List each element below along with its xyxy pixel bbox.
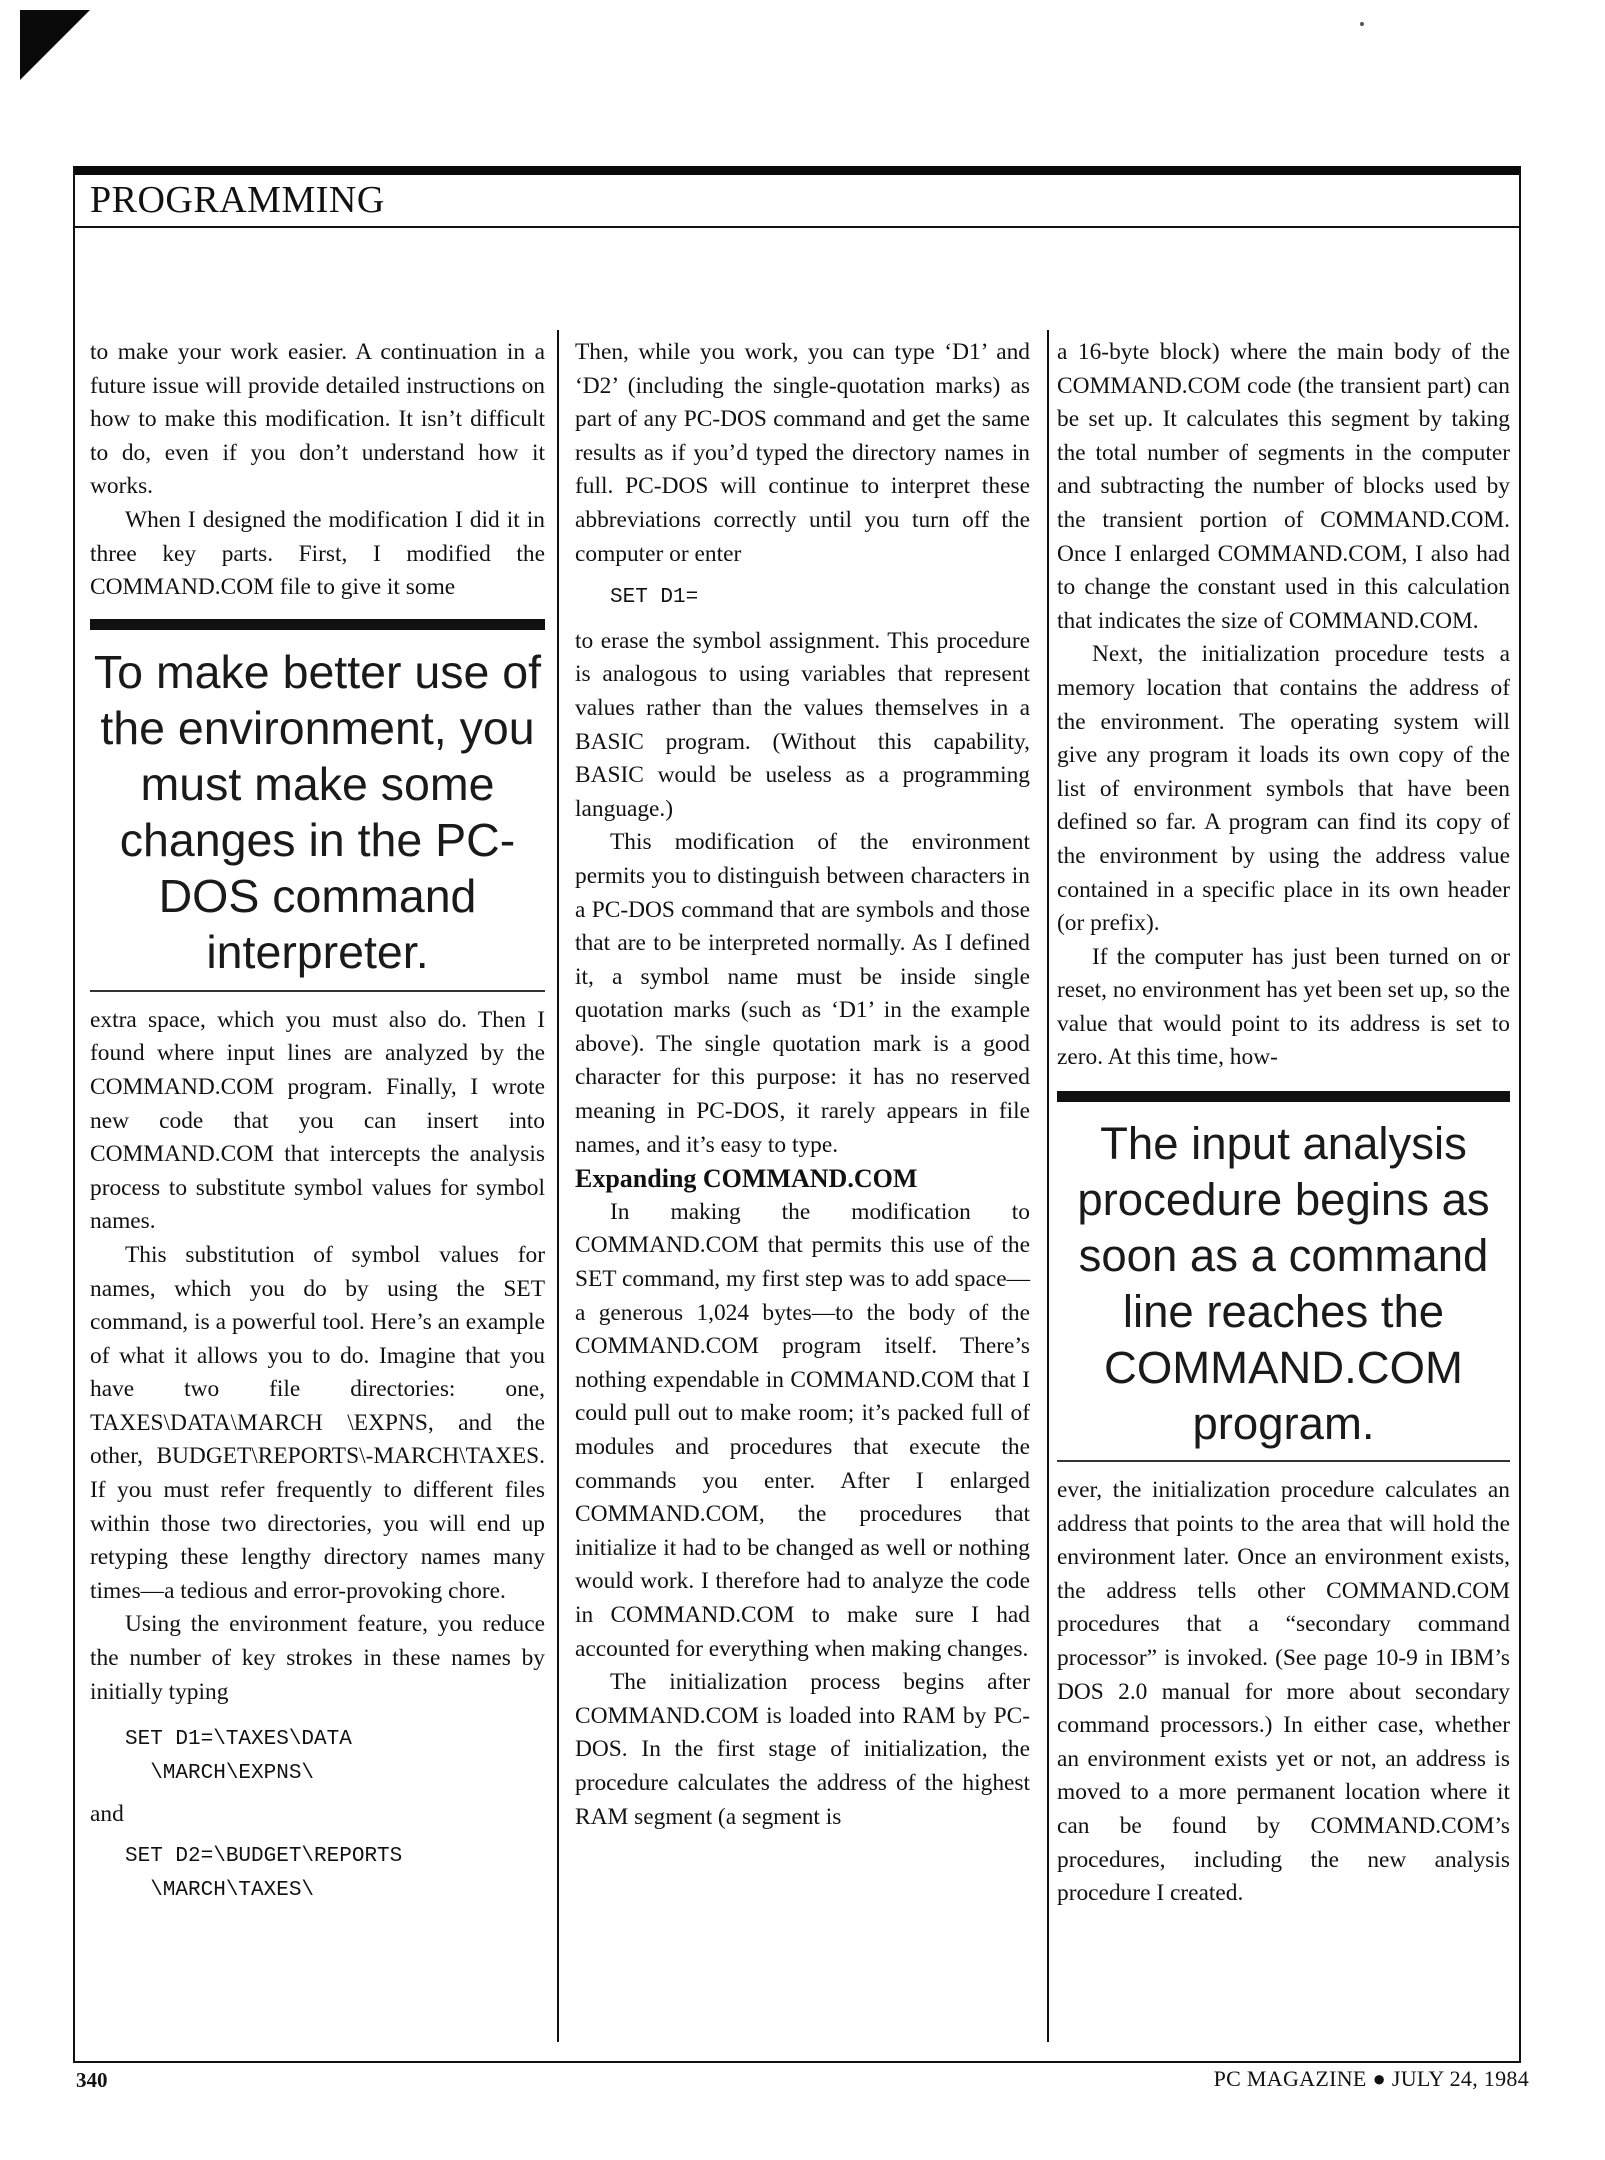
pull-quote (1057, 1091, 1510, 1462)
paragraph: to erase the symbol assignment. This procedure is analogous to using variables that represent values rather than the values themselves in a BASIC program. (Without this capability, BASIC would be useless as a programming language.) (575, 627, 1030, 822)
paragraph: a 16-byte block) where the main body of the COMMAND.COM code (the transient part) can be set up. It calculates this segment by taking the total number of segments in the computer and subtracting the number of blocks used by the transient portion of COMMAND.COM. Once I enlarged COMMAND.COM, I also had to change the constant used in this calculation that indicates the size of COMMAND.COM. (1057, 339, 1510, 634)
paragraph: The initialization process begins after COMMAND.COM is loaded into RAM by PC-DOS. In the first stage of initialization, the procedure calculates the address of the highest RAM segment (a segment is (575, 1669, 1030, 1830)
publication-line: PC MAGAZINE ● JULY 24, 1984 (1213, 2066, 1529, 2091)
paragraph: This substitution of symbol values for names, which you do by using the SET command, is a powerful tool. Here’s an example of what it allows you to do. Imagine that you have two file directories: one, TAXES\DATA\MARCH \EXPNS, and the other, BUDGET\REPORTS\-MARCH\TAXES. If you must refer frequently to different files within those two directories, you will end up retyping these lengthy directory names many times—a tedious and error-provoking chore. (90, 1241, 545, 1604)
paragraph: When I designed the modification I did it in three key parts. First, I modified the COMMAND.COM file to give it some (90, 506, 545, 601)
column-3 (1057, 336, 1510, 1911)
section-title: PROGRAMMING (90, 179, 385, 221)
code-block: SET D1=\TAXES\DATA \MARCH\EXPNS\ (125, 1728, 352, 1785)
code-block: SET D2=\BUDGET\REPORTS \MARCH\TAXES\ (125, 1845, 403, 1902)
pull-quote-text: The input analysis procedure begins as soon as a command line reaches the COMMAND.COM program. (1077, 1118, 1490, 1450)
paragraph: This modification of the environment permits you to distinguish between characters in a PC-DOS command that are symbols and those that are to be interpreted normally. As I defined it, a symbol name must be inside single quotation marks (such as ‘D1’ in the example above). The single quotation mark is a good character for this purpose: it has no reserved meaning in PC-DOS, it rarely appears in file names, and it’s easy to type. (575, 829, 1030, 1158)
subheading: Expanding COMMAND.COM (575, 1164, 918, 1194)
column-divider (557, 330, 559, 2042)
code-block: SET D1= (610, 586, 699, 610)
page-number: 340 (76, 2068, 108, 2092)
column-divider (1047, 330, 1049, 2042)
paragraph: Then, while you work, you can type ‘D1’ and ‘D2’ (including the single-quotation marks) as part of any PC-DOS command and get the same results as if you’d typed the directory names in full. PC-DOS will continue to interpret these abbreviations correctly until you turn off the computer or enter (575, 339, 1030, 567)
paragraph: ever, the initialization procedure calculates an address that points to the area that will hold the environment later. Once an environment exists, the address tells other COMMAND.COM procedures that a “secondary command processor” is invoked. (See page 10-9 in IBM’s DOS 2.0 manual for more about secondary command processors.) In either case, whether an environment exists yet or not, an address is moved to a more permanent location where it can be found by COMMAND.COM’s procedures, including the new analysis procedure I created. (1057, 1477, 1510, 1907)
pull-quote-text: To make better use of the environment, you must make some changes in the PC-DOS command interpreter. (93, 645, 542, 978)
column-1 (90, 336, 545, 1907)
paragraph: Using the environment feature, you reduce the number of key strokes in these names by initially typing (90, 1611, 545, 1705)
paragraph: extra space, which you must also do. Then I found where input lines are analyzed by the COMMAND.COM program. Finally, I wrote new code that you can insert into COMMAND.COM that intercepts the analysis process to substitute symbol values for symbol names. (90, 1006, 545, 1235)
corner-registration-mark (20, 10, 90, 80)
paragraph: Next, the initialization procedure tests a memory location that contains the address of the environment. The operating system will give any program it loads its own copy of the list of environment symbols that have been defined so far. A program can find its copy of the environment by using the address value contained in a specific place in its own header (or prefix). (1057, 641, 1510, 937)
paragraph: If the computer has just been turned on or reset, no environment has yet been set up, so the value that would point to its address is set to zero. At this time, how- (1057, 943, 1510, 1071)
title-divider (75, 226, 1519, 228)
column-2 (575, 336, 1030, 1834)
scan-speck (1360, 22, 1364, 26)
paragraph: and (90, 1801, 124, 1828)
pull-quote (90, 619, 545, 992)
paragraph: to make your work easier. A continuation in a future issue will provide detailed instructions on how to make this modification. It isn’t difficult to do, even if you don’t understand how it works. (90, 339, 545, 500)
paragraph: In making the modification to COMMAND.COM that permits this use of the SET command, my first step was to add space—a generous 1,024 bytes—to the body of the COMMAND.COM program itself. There’s nothing expendable in COMMAND.COM that I could pull out to make room; it’s packed full of modules and procedures that execute the commands you enter. After I enlarged COMMAND.COM, the procedures that initialize it had to be changed as well or nothing would work. I therefore had to analyze the code in COMMAND.COM to make sure I had accounted for everything when making changes. (575, 1198, 1030, 1662)
